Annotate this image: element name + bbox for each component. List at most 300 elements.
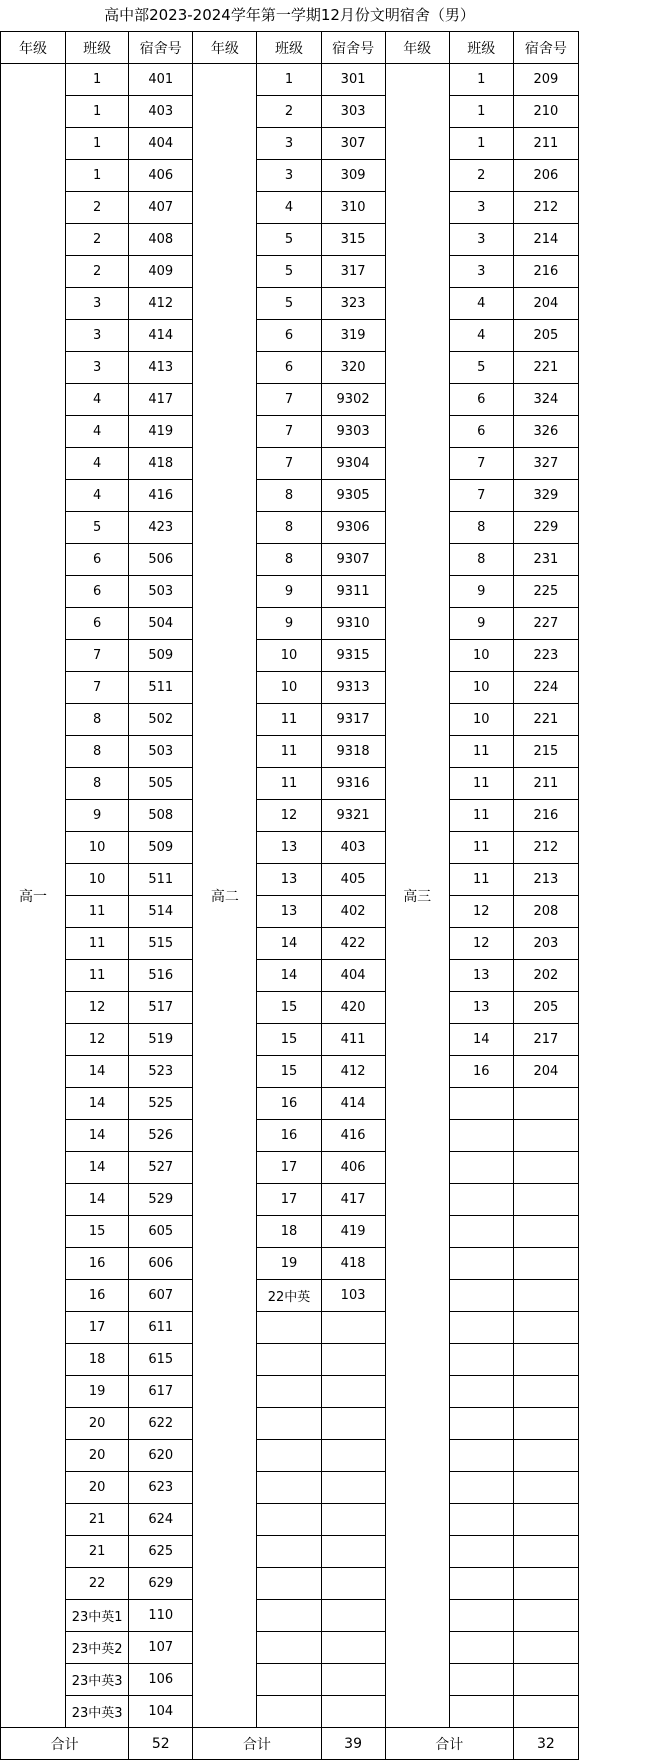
class-cell: 13	[257, 896, 321, 928]
dorm-cell	[321, 1568, 385, 1600]
table-row	[1, 704, 579, 736]
dorm-cell	[513, 1632, 578, 1664]
class-cell: 10	[257, 640, 321, 672]
header-dorm: 宿舍号	[129, 32, 193, 64]
table-row	[1, 256, 579, 288]
class-cell	[257, 1408, 321, 1440]
class-cell: 9	[257, 608, 321, 640]
class-cell: 11	[66, 960, 129, 992]
class-cell	[257, 1696, 321, 1728]
table-row	[1, 480, 579, 512]
dorm-cell: 213	[513, 864, 578, 896]
dorm-cell: 407	[129, 192, 193, 224]
table-row	[1, 192, 579, 224]
dorm-cell: 526	[129, 1120, 193, 1152]
dorm-cell: 210	[513, 96, 578, 128]
dorm-cell: 516	[129, 960, 193, 992]
class-cell: 10	[257, 672, 321, 704]
table-row	[1, 1440, 579, 1472]
class-cell: 5	[449, 352, 513, 384]
table-row	[1, 864, 579, 896]
table-row	[1, 768, 579, 800]
dorm-cell: 605	[129, 1216, 193, 1248]
class-cell: 6	[66, 576, 129, 608]
dorm-cell: 403	[321, 832, 385, 864]
class-cell: 2	[66, 224, 129, 256]
class-cell: 4	[66, 384, 129, 416]
dorm-cell: 413	[129, 352, 193, 384]
table-row	[1, 1664, 579, 1696]
table-row	[1, 1472, 579, 1504]
dorm-cell: 623	[129, 1472, 193, 1504]
class-cell	[449, 1376, 513, 1408]
dorm-cell	[513, 1472, 578, 1504]
table-row	[1, 928, 579, 960]
header-row	[1, 32, 579, 64]
dorm-cell: 503	[129, 576, 193, 608]
grade-cell: 高三	[385, 64, 449, 1728]
class-cell: 8	[66, 768, 129, 800]
header-class: 班级	[257, 32, 321, 64]
class-cell: 1	[66, 160, 129, 192]
table-row	[1, 608, 579, 640]
class-cell	[449, 1120, 513, 1152]
class-cell: 14	[257, 960, 321, 992]
table-row	[1, 1312, 579, 1344]
class-cell: 12	[449, 928, 513, 960]
grade-cell: 高二	[193, 64, 257, 1728]
class-cell	[257, 1376, 321, 1408]
table-row	[1, 992, 579, 1024]
class-cell: 3	[66, 320, 129, 352]
dorm-cell: 611	[129, 1312, 193, 1344]
dorm-cell	[321, 1504, 385, 1536]
class-cell	[257, 1664, 321, 1696]
class-cell: 23中英3	[66, 1664, 129, 1696]
class-cell: 8	[257, 544, 321, 576]
class-cell: 1	[449, 96, 513, 128]
class-cell: 18	[66, 1344, 129, 1376]
class-cell: 6	[66, 544, 129, 576]
dorm-cell: 403	[129, 96, 193, 128]
class-cell: 14	[257, 928, 321, 960]
class-cell: 2	[449, 160, 513, 192]
table-row	[1, 672, 579, 704]
dorm-cell	[513, 1504, 578, 1536]
class-cell	[257, 1568, 321, 1600]
dorm-cell	[513, 1664, 578, 1696]
dorm-cell: 506	[129, 544, 193, 576]
class-cell: 2	[257, 96, 321, 128]
dorm-cell: 212	[513, 192, 578, 224]
dorm-cell: 324	[513, 384, 578, 416]
dorm-cell: 216	[513, 800, 578, 832]
dorm-cell	[513, 1696, 578, 1728]
class-cell: 23中英3	[66, 1696, 129, 1728]
class-cell: 14	[66, 1184, 129, 1216]
dorm-cell: 309	[321, 160, 385, 192]
table-row	[1, 1504, 579, 1536]
dorm-cell	[513, 1120, 578, 1152]
dorm-cell: 624	[129, 1504, 193, 1536]
table-row	[1, 352, 579, 384]
class-cell: 11	[66, 896, 129, 928]
dorm-cell	[513, 1152, 578, 1184]
dorm-cell: 529	[129, 1184, 193, 1216]
dorm-cell: 622	[129, 1408, 193, 1440]
dorm-cell: 206	[513, 160, 578, 192]
class-cell: 11	[449, 736, 513, 768]
class-cell: 11	[257, 704, 321, 736]
class-cell	[257, 1600, 321, 1632]
dorm-cell	[513, 1600, 578, 1632]
class-cell: 20	[66, 1472, 129, 1504]
dorm-cell	[513, 1248, 578, 1280]
dorm-cell	[321, 1632, 385, 1664]
class-cell: 4	[449, 320, 513, 352]
class-cell: 10	[66, 864, 129, 896]
table-row	[1, 320, 579, 352]
total-label: 合计	[385, 1728, 513, 1760]
class-cell: 6	[257, 352, 321, 384]
dorm-cell: 203	[513, 928, 578, 960]
dorm-cell	[513, 1088, 578, 1120]
dorm-cell: 231	[513, 544, 578, 576]
dorm-cell: 110	[129, 1600, 193, 1632]
dorm-cell: 223	[513, 640, 578, 672]
dorm-cell: 214	[513, 224, 578, 256]
dorm-cell: 9303	[321, 416, 385, 448]
dorm-cell: 419	[321, 1216, 385, 1248]
header-class: 班级	[449, 32, 513, 64]
class-cell: 6	[66, 608, 129, 640]
header-grade: 年级	[1, 32, 66, 64]
dorm-cell	[513, 1280, 578, 1312]
class-cell: 22中英	[257, 1280, 321, 1312]
class-cell: 16	[257, 1120, 321, 1152]
header-dorm: 宿舍号	[321, 32, 385, 64]
class-cell: 1	[66, 64, 129, 96]
dorm-cell	[513, 1312, 578, 1344]
dorm-cell: 9315	[321, 640, 385, 672]
dorm-cell: 607	[129, 1280, 193, 1312]
class-cell: 15	[257, 1056, 321, 1088]
class-cell: 9	[449, 608, 513, 640]
dorm-cell: 326	[513, 416, 578, 448]
class-cell: 8	[66, 736, 129, 768]
dorm-cell: 511	[129, 672, 193, 704]
class-cell	[449, 1344, 513, 1376]
dorm-cell: 329	[513, 480, 578, 512]
dorm-cell: 606	[129, 1248, 193, 1280]
dorm-cell	[513, 1184, 578, 1216]
dorm-cell: 414	[129, 320, 193, 352]
class-cell: 5	[257, 224, 321, 256]
class-cell	[449, 1632, 513, 1664]
class-cell: 7	[257, 384, 321, 416]
class-cell	[257, 1312, 321, 1344]
dorm-cell: 327	[513, 448, 578, 480]
class-cell	[449, 1312, 513, 1344]
dorm-cell	[321, 1536, 385, 1568]
class-cell: 4	[66, 480, 129, 512]
dorm-cell: 319	[321, 320, 385, 352]
class-cell: 17	[66, 1312, 129, 1344]
table-row	[1, 416, 579, 448]
table-row	[1, 896, 579, 928]
class-cell: 15	[66, 1216, 129, 1248]
class-cell: 3	[66, 352, 129, 384]
class-cell: 9	[66, 800, 129, 832]
total-label: 合计	[193, 1728, 321, 1760]
table-row	[1, 64, 579, 96]
dorm-cell	[321, 1600, 385, 1632]
dorm-cell: 229	[513, 512, 578, 544]
dorm-cell: 225	[513, 576, 578, 608]
class-cell: 23中英1	[66, 1600, 129, 1632]
dorm-cell: 406	[321, 1152, 385, 1184]
dorm-cell: 107	[129, 1632, 193, 1664]
class-cell: 4	[449, 288, 513, 320]
class-cell: 21	[66, 1504, 129, 1536]
dorm-cell: 204	[513, 1056, 578, 1088]
dorm-cell: 525	[129, 1088, 193, 1120]
dorm-cell: 216	[513, 256, 578, 288]
class-cell: 11	[66, 928, 129, 960]
class-cell: 3	[257, 160, 321, 192]
class-cell: 7	[449, 480, 513, 512]
dorm-cell: 503	[129, 736, 193, 768]
dorm-cell: 9305	[321, 480, 385, 512]
dorm-cell	[321, 1472, 385, 1504]
dorm-cell: 416	[129, 480, 193, 512]
class-cell: 13	[257, 864, 321, 896]
class-cell: 12	[66, 992, 129, 1024]
class-cell: 9	[257, 576, 321, 608]
class-cell: 10	[66, 832, 129, 864]
class-cell: 17	[257, 1184, 321, 1216]
class-cell: 13	[449, 960, 513, 992]
total-row	[1, 1728, 579, 1760]
class-cell: 21	[66, 1536, 129, 1568]
dorm-cell: 9321	[321, 800, 385, 832]
class-cell: 8	[449, 544, 513, 576]
table-row	[1, 96, 579, 128]
dorm-cell: 414	[321, 1088, 385, 1120]
dorm-cell: 9316	[321, 768, 385, 800]
class-cell	[257, 1440, 321, 1472]
dorm-cell: 417	[321, 1184, 385, 1216]
class-cell: 10	[449, 640, 513, 672]
table-row	[1, 1344, 579, 1376]
dorm-cell: 323	[321, 288, 385, 320]
table-row	[1, 1088, 579, 1120]
dorm-cell: 205	[513, 992, 578, 1024]
class-cell: 5	[66, 512, 129, 544]
dorm-cell: 620	[129, 1440, 193, 1472]
class-cell: 7	[257, 416, 321, 448]
class-cell: 2	[66, 256, 129, 288]
class-cell: 18	[257, 1216, 321, 1248]
class-cell: 16	[66, 1280, 129, 1312]
dorm-cell: 221	[513, 704, 578, 736]
dorm-cell: 9307	[321, 544, 385, 576]
dorm-cell: 215	[513, 736, 578, 768]
dorm-cell: 402	[321, 896, 385, 928]
dorm-cell	[321, 1440, 385, 1472]
dorm-cell: 9310	[321, 608, 385, 640]
dorm-cell: 515	[129, 928, 193, 960]
dorm-cell: 317	[321, 256, 385, 288]
dorm-cell	[513, 1344, 578, 1376]
table-row	[1, 1408, 579, 1440]
page-title: 高中部2023-2024学年第一学期12月份文明宿舍（男）	[104, 6, 475, 24]
table-row	[1, 1632, 579, 1664]
header-class: 班级	[66, 32, 129, 64]
class-cell: 4	[257, 192, 321, 224]
class-cell	[449, 1568, 513, 1600]
dorm-cell	[513, 1408, 578, 1440]
class-cell: 8	[257, 512, 321, 544]
class-cell	[449, 1184, 513, 1216]
dorm-cell: 301	[321, 64, 385, 96]
dorm-cell: 9318	[321, 736, 385, 768]
table-row	[1, 512, 579, 544]
dorm-cell: 9306	[321, 512, 385, 544]
class-cell: 15	[257, 992, 321, 1024]
dorm-cell: 211	[513, 128, 578, 160]
dorm-cell: 417	[129, 384, 193, 416]
dorm-cell	[321, 1408, 385, 1440]
class-cell: 1	[66, 96, 129, 128]
dorm-cell: 212	[513, 832, 578, 864]
class-cell: 16	[257, 1088, 321, 1120]
table-row	[1, 640, 579, 672]
class-cell: 14	[66, 1120, 129, 1152]
class-cell: 3	[66, 288, 129, 320]
class-cell: 20	[66, 1440, 129, 1472]
dorm-cell: 204	[513, 288, 578, 320]
dorm-cell: 208	[513, 896, 578, 928]
dorm-table	[0, 31, 579, 1760]
header-grade: 年级	[193, 32, 257, 64]
dorm-cell: 202	[513, 960, 578, 992]
dorm-cell: 303	[321, 96, 385, 128]
dorm-cell	[513, 1440, 578, 1472]
table-row	[1, 224, 579, 256]
dorm-cell: 315	[321, 224, 385, 256]
dorm-cell: 514	[129, 896, 193, 928]
class-cell: 1	[449, 64, 513, 96]
class-cell: 11	[449, 864, 513, 896]
dorm-cell: 9302	[321, 384, 385, 416]
table-row	[1, 1024, 579, 1056]
dorm-cell: 509	[129, 832, 193, 864]
table-row	[1, 1568, 579, 1600]
table-row	[1, 448, 579, 480]
dorm-cell: 401	[129, 64, 193, 96]
class-cell: 13	[449, 992, 513, 1024]
class-cell: 4	[66, 416, 129, 448]
dorm-cell: 517	[129, 992, 193, 1024]
table-row	[1, 1184, 579, 1216]
total-label: 合计	[1, 1728, 129, 1760]
dorm-cell	[321, 1696, 385, 1728]
table-row	[1, 1248, 579, 1280]
class-cell: 12	[66, 1024, 129, 1056]
class-cell: 11	[449, 768, 513, 800]
dorm-cell: 625	[129, 1536, 193, 1568]
dorm-cell: 629	[129, 1568, 193, 1600]
class-cell	[449, 1248, 513, 1280]
dorm-cell: 409	[129, 256, 193, 288]
dorm-cell: 419	[129, 416, 193, 448]
dorm-cell: 320	[321, 352, 385, 384]
table-row	[1, 1280, 579, 1312]
class-cell: 1	[66, 128, 129, 160]
class-cell: 8	[449, 512, 513, 544]
class-cell: 6	[449, 384, 513, 416]
class-cell	[449, 1600, 513, 1632]
class-cell: 19	[66, 1376, 129, 1408]
dorm-cell	[513, 1536, 578, 1568]
class-cell: 15	[257, 1024, 321, 1056]
class-cell: 9	[449, 576, 513, 608]
class-cell: 5	[257, 256, 321, 288]
class-cell: 12	[449, 896, 513, 928]
dorm-cell: 307	[321, 128, 385, 160]
grade-cell: 高一	[1, 64, 66, 1728]
table-row	[1, 1056, 579, 1088]
table-row	[1, 1376, 579, 1408]
table-row	[1, 832, 579, 864]
class-cell	[449, 1088, 513, 1120]
dorm-cell: 505	[129, 768, 193, 800]
dorm-cell: 519	[129, 1024, 193, 1056]
dorm-cell: 412	[321, 1056, 385, 1088]
class-cell: 10	[449, 672, 513, 704]
dorm-cell: 217	[513, 1024, 578, 1056]
class-cell: 6	[449, 416, 513, 448]
class-cell: 11	[257, 736, 321, 768]
dorm-cell: 221	[513, 352, 578, 384]
class-cell: 16	[449, 1056, 513, 1088]
class-cell: 17	[257, 1152, 321, 1184]
class-cell: 1	[257, 64, 321, 96]
class-cell: 22	[66, 1568, 129, 1600]
class-cell	[449, 1504, 513, 1536]
dorm-cell: 412	[129, 288, 193, 320]
class-cell	[257, 1536, 321, 1568]
class-cell: 20	[66, 1408, 129, 1440]
dorm-cell: 209	[513, 64, 578, 96]
dorm-cell: 418	[129, 448, 193, 480]
dorm-cell: 509	[129, 640, 193, 672]
dorm-cell: 9304	[321, 448, 385, 480]
table-row	[1, 1216, 579, 1248]
table-row	[1, 1536, 579, 1568]
class-cell	[449, 1472, 513, 1504]
class-cell: 14	[66, 1088, 129, 1120]
class-cell: 13	[257, 832, 321, 864]
dorm-cell: 9317	[321, 704, 385, 736]
dorm-cell: 405	[321, 864, 385, 896]
dorm-cell: 310	[321, 192, 385, 224]
dorm-cell: 508	[129, 800, 193, 832]
dorm-cell: 211	[513, 768, 578, 800]
dorm-cell: 502	[129, 704, 193, 736]
dorm-cell: 527	[129, 1152, 193, 1184]
